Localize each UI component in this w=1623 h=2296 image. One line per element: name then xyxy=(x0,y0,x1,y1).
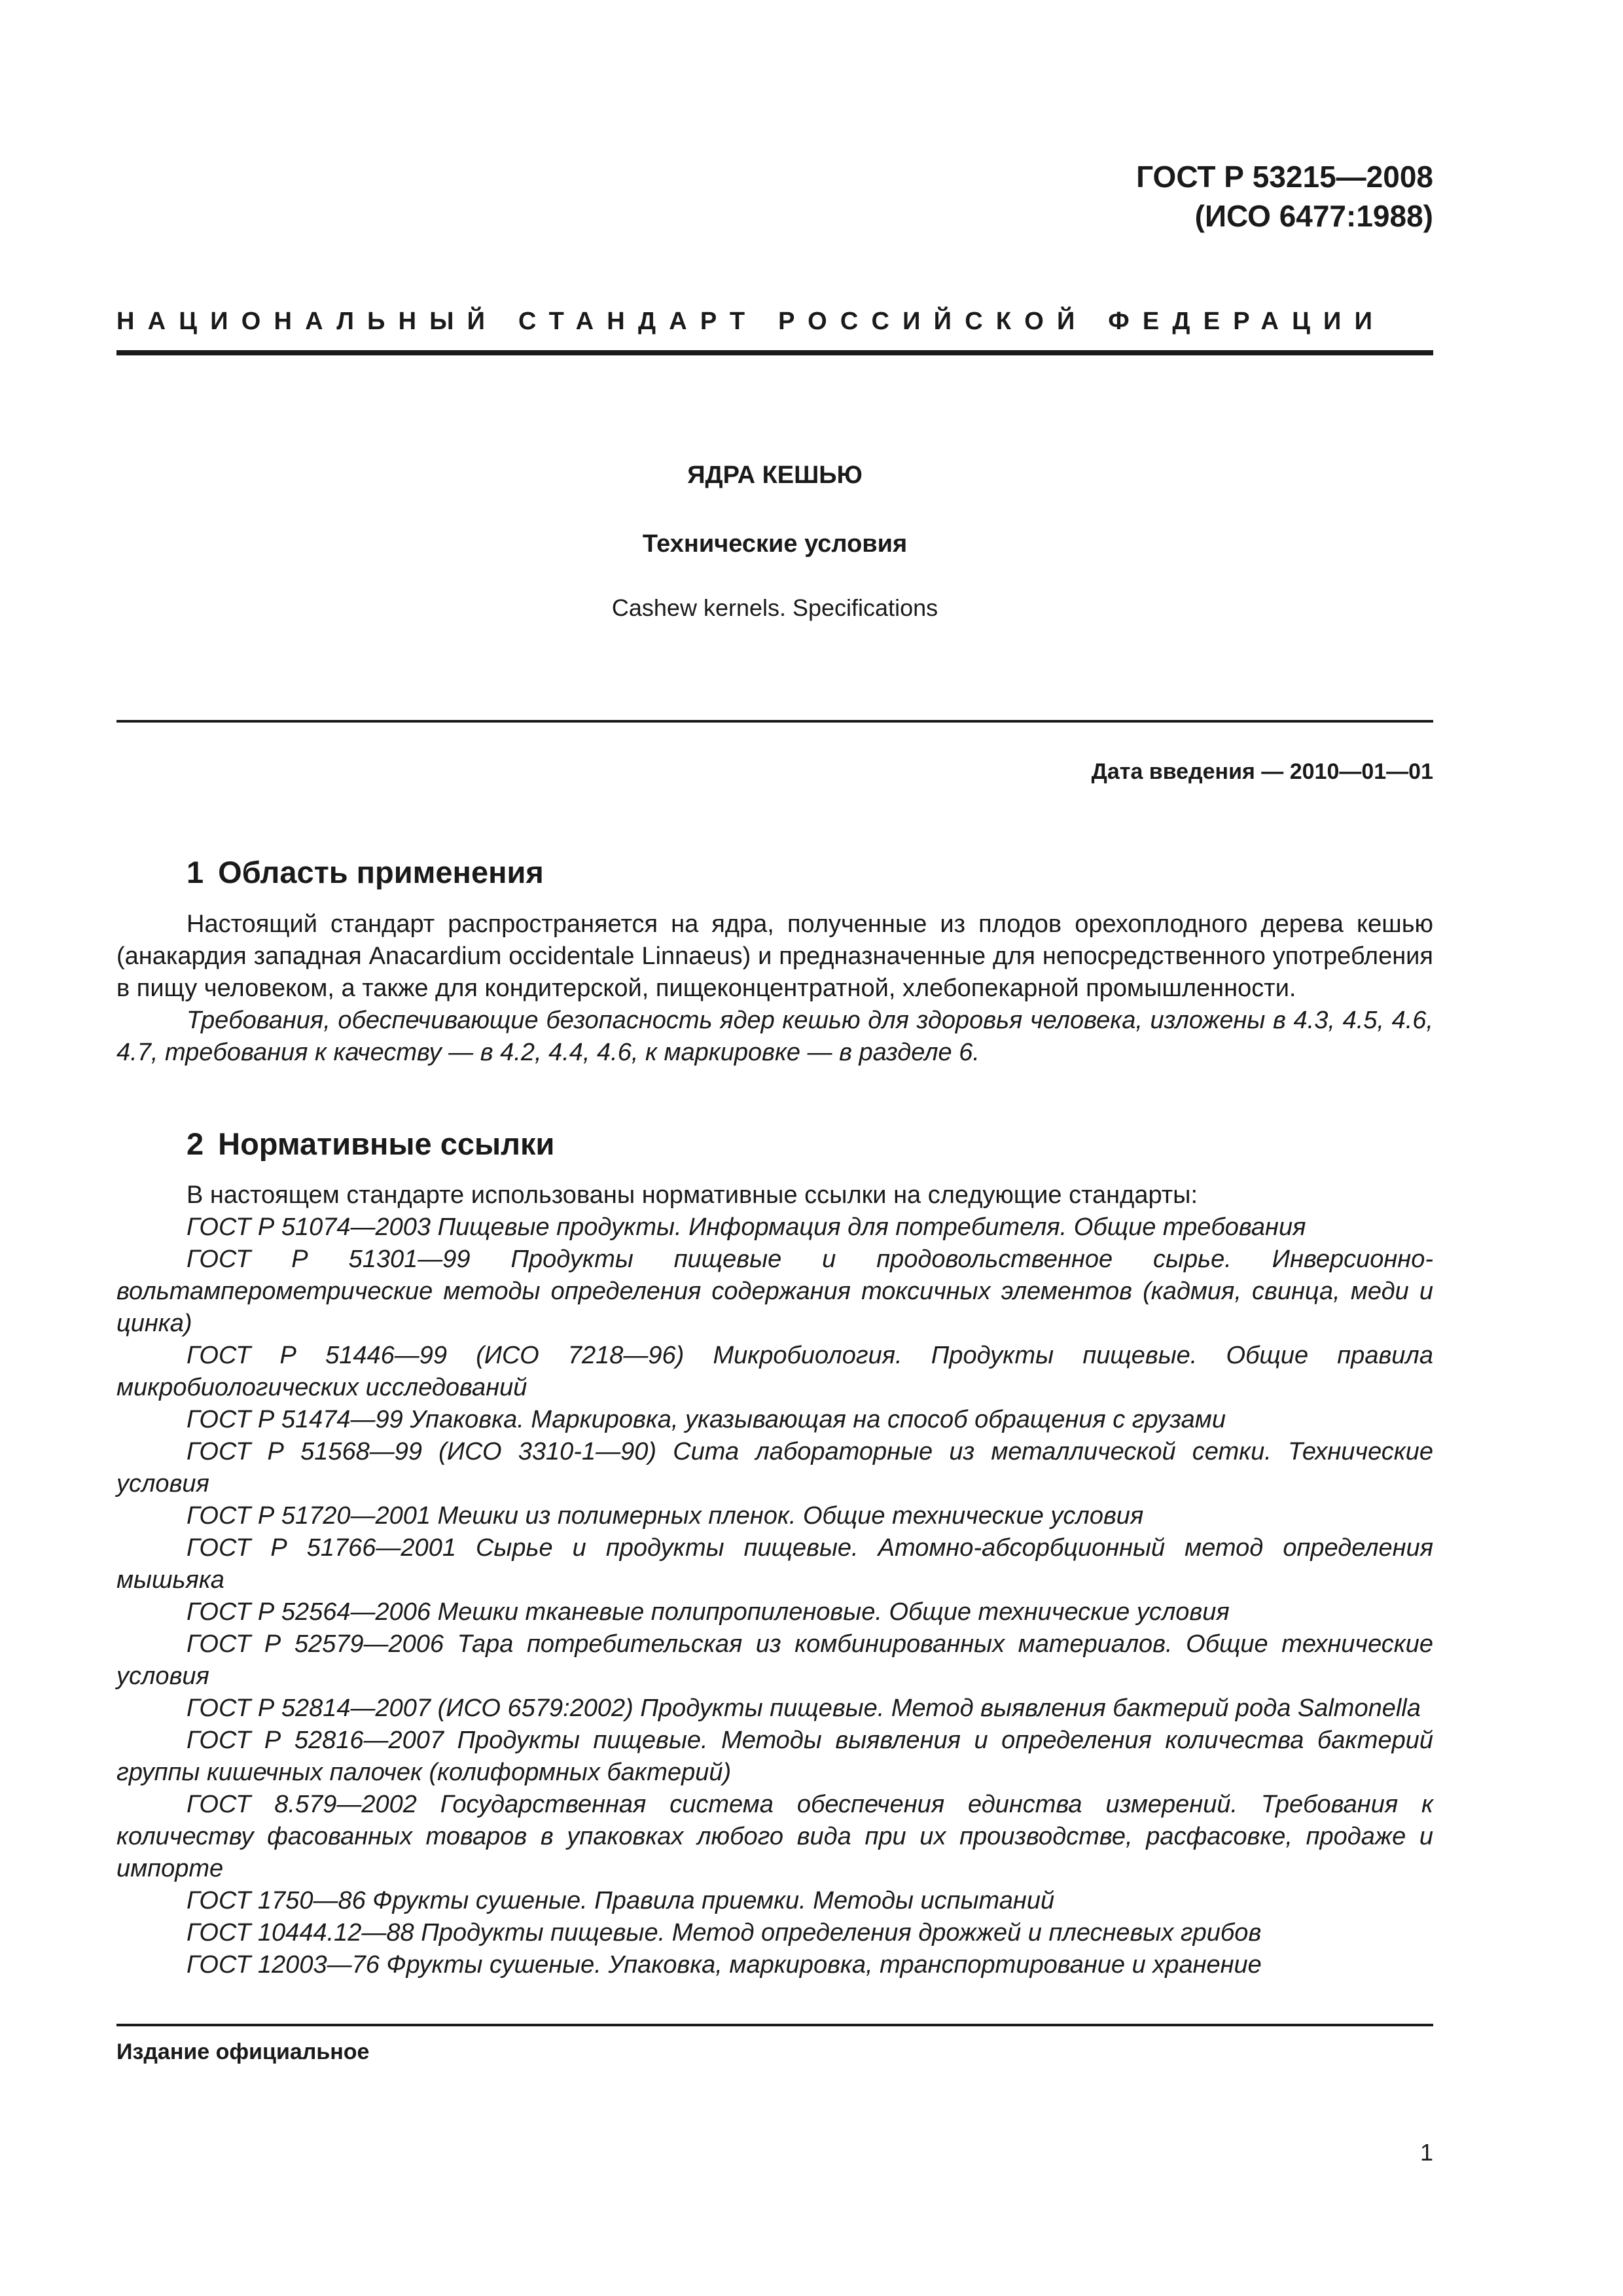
reference-item: ГОСТ Р 52814—2007 (ИСО 6579:2002) Продукты пищевые. Метод выявления бактерий рода Salmonella xyxy=(187,1695,1421,1722)
document-number: ГОСТ Р 53215—2008 xyxy=(1136,160,1433,194)
reference-item: ГОСТ Р 51446—99 (ИСО 7218—96) Микробиология. Продукты пищевые. Общие правила микробиологических исследований xyxy=(116,1342,1433,1401)
section-title: Область применения xyxy=(218,855,544,889)
iso-reference: (ИСО 6477:1988) xyxy=(1194,199,1433,233)
document-subtitle: Технические условия xyxy=(642,530,908,558)
section-number: 1 xyxy=(187,855,204,889)
reference-item: ГОСТ 1750—86 Фрукты сушеные. Правила приемки. Методы испытаний xyxy=(187,1887,1055,1914)
national-standard-title: НАЦИОНАЛЬНЫЙ СТАНДАРТ РОССИЙСКОЙ ФЕДЕРАЦИИ xyxy=(116,308,1386,335)
document-code-block xyxy=(1136,157,1433,236)
reference-item: ГОСТ Р 52564—2006 Мешки тканевые полипропиленовые. Общие технические условия xyxy=(187,1598,1230,1626)
reference-item: ГОСТ Р 51568—99 (ИСО 3310-1—90) Сита лабораторные из металлической сетки. Технические условия xyxy=(116,1438,1433,1498)
page-number: 1 xyxy=(1419,2139,1433,2166)
edition-label: Издание официальное xyxy=(116,2039,370,2064)
reference-item: ГОСТ Р 52816—2007 Продукты пищевые. Методы выявления и определения количества бактерий группы кишечных палочек (колиформных бактерий) xyxy=(116,1727,1433,1786)
paragraph: Требования, обеспечивающие безопасность ядер кешью для здоровья человека, изложены в 4.3, 4.5, 4.6, 4.7, требования к качеству — в 4.2, 4.4, 4.6, к маркировке — в разделе 6. xyxy=(116,1007,1433,1066)
reference-item: ГОСТ 12003—76 Фрукты сушеные. Упаковка, маркировка, транспортирование и хранение xyxy=(187,1951,1262,1979)
footer-divider xyxy=(116,2024,1433,2026)
reference-item: ГОСТ Р 51766—2001 Сырье и продукты пищевые. Атомно-абсорбционный метод определения мышьяка xyxy=(116,1534,1433,1594)
section-number: 2 xyxy=(187,1126,204,1161)
section-title: Нормативные ссылки xyxy=(218,1126,555,1161)
document-title: ЯДРА КЕШЬЮ xyxy=(687,461,863,489)
reference-item: ГОСТ 8.579—2002 Государственная система обеспечения единства измерений. Требования к количеству фасованных товаров в упаковках любого вида при их производстве, расфасовке, продаже и импорте xyxy=(116,1791,1433,1882)
reference-item: ГОСТ Р 52579—2006 Тара потребительская из комбинированных материалов. Общие технические условия xyxy=(116,1630,1433,1690)
section-2-heading xyxy=(187,1126,554,1162)
paragraph: Настоящий стандарт распространяется на ядра, полученные из плодов орехоплодного дерева кешью (анакардия западная Anacardium occidentale Linnaeus) и предназначенные для непосредственного употребления в пищу человеком, а также для кондитерской, пищеконцентратной, хлебопекарной промышленности. xyxy=(116,910,1433,1002)
references-intro: В настоящем стандарте использованы нормативные ссылки на следующие стандарты: xyxy=(187,1181,1198,1209)
header-divider xyxy=(116,350,1433,355)
title-divider xyxy=(116,720,1433,723)
section-1-body xyxy=(116,908,1433,1069)
reference-item: ГОСТ Р 51301—99 Продукты пищевые и продовольственное сырье. Инверсионно-вольтамперометрические методы определения содержания токсичных элементов (кадмия, свинца, меди и цинка) xyxy=(116,1246,1433,1337)
reference-item: ГОСТ Р 51720—2001 Мешки из полимерных пленок. Общие технические условия xyxy=(187,1502,1144,1530)
section-1-heading xyxy=(187,854,544,890)
introduction-date: Дата введения — 2010—01—01 xyxy=(1091,759,1433,784)
reference-item: ГОСТ 10444.12—88 Продукты пищевые. Метод определения дрожжей и плесневых грибов xyxy=(187,1919,1262,1946)
reference-item: ГОСТ Р 51474—99 Упаковка. Маркировка, указывающая на способ обращения с грузами xyxy=(187,1406,1226,1433)
reference-item: ГОСТ Р 51074—2003 Пищевые продукты. Информация для потребителя. Общие требования xyxy=(187,1213,1306,1241)
english-title: Cashew kernels. Specifications xyxy=(611,594,938,621)
section-2-body xyxy=(116,1179,1433,1981)
